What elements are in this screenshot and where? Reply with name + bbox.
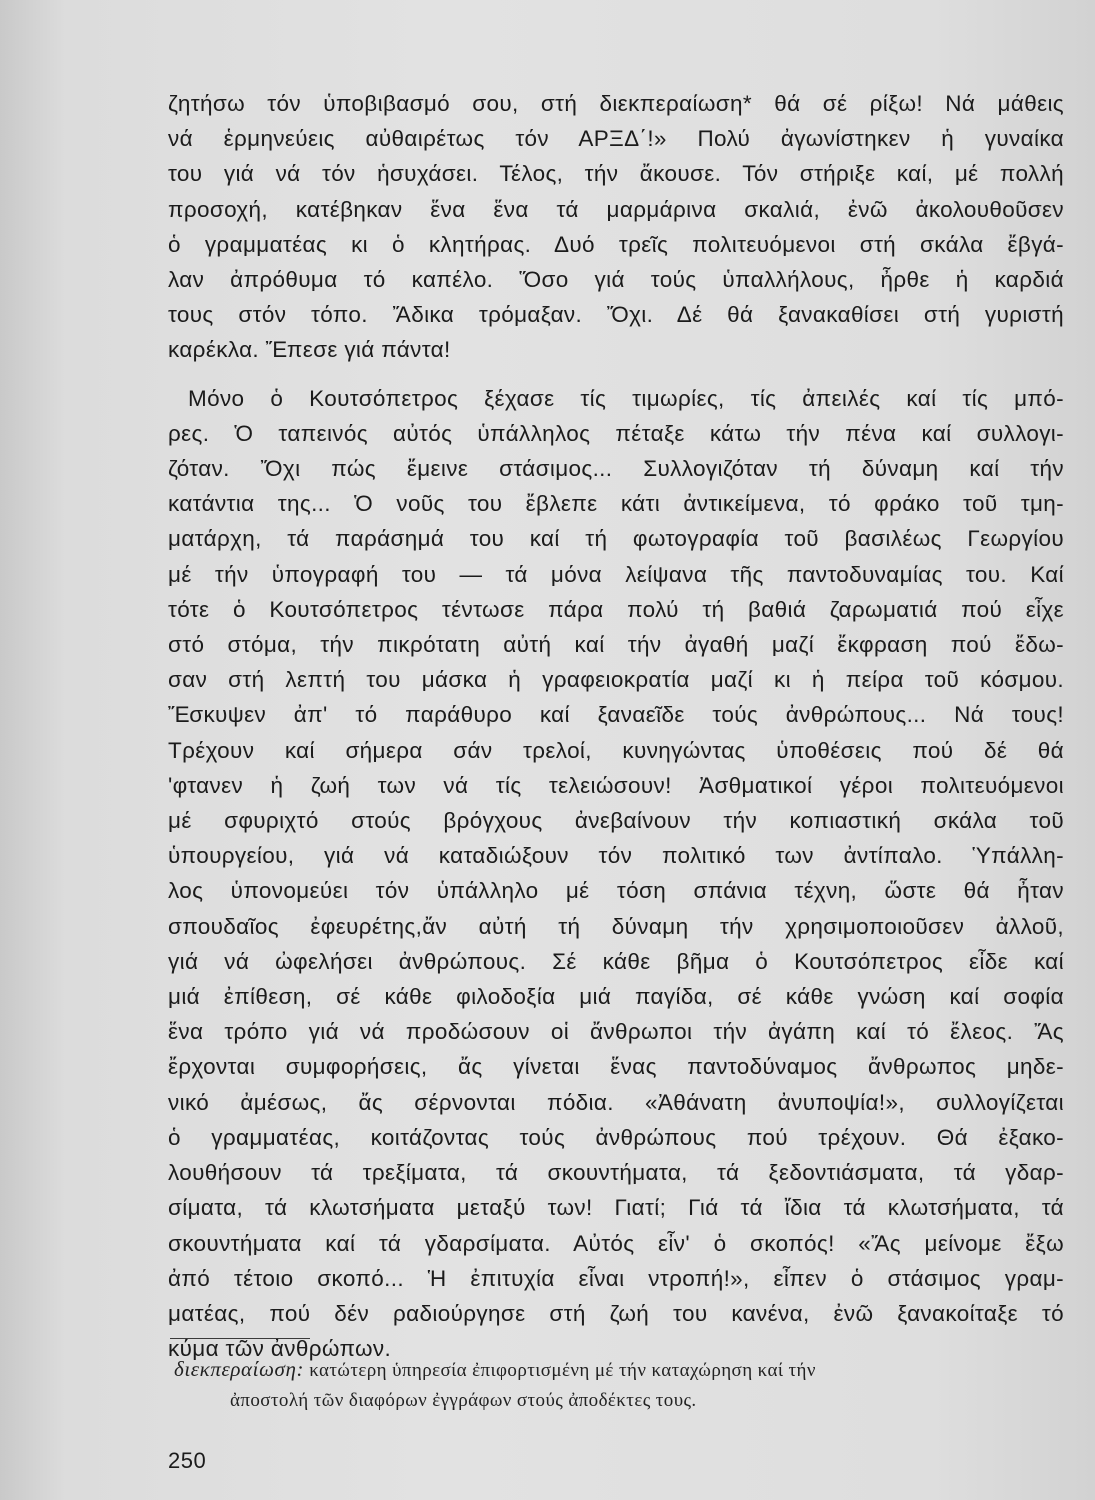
footnote [174, 1354, 1064, 1416]
footnote-text-line-2: ἀποστολή τῶν διαφόρων ἐγγράφων στούς ἀποδέκτες τους. [230, 1390, 697, 1411]
text-line: ματάρχη, τά παράσημά του καί τή φωτογραφία τοῦ βασιλέως Γεωργίου [168, 526, 1064, 552]
text-line: λαν ἀπρόθυμα τό καπέλο. Ὅσο γιά τούς ὑπαλλήλους, ἦρθε ἡ καρδιά [168, 267, 1064, 293]
text-line: καρέκλα. Ἔπεσε γιά πάντα! [168, 337, 451, 363]
text-line: ρες. Ὁ ταπεινός αὐτός ὑπάλληλος πέταξε κάτω τήν πένα καί συλλογι- [168, 420, 1064, 446]
text-line: μέ τήν ὑπογραφή του — τά μόνα λείψανα τῆς παντοδυναμίας του. Καί [168, 561, 1064, 587]
text-line: ὑπουργείου, γιά νά καταδιώξουν τόν πολιτικό των ἀντίπαλο. Ὑπάλλη- [168, 843, 1064, 869]
page-number: 250 [168, 1448, 207, 1473]
text-line: στό στόμα, τήν πικρότατη αὐτή καί τήν ἀγαθή μαζί ἔκφραση πού ἔδω- [168, 632, 1064, 658]
text-line: τότε ὁ Κουτσόπετρος τέντωσε πάρα πολύ τή βαθιά ζαρωματιά πού εἶχε [168, 596, 1064, 622]
text-line: ὁ γραμματέας, κοιτάζοντας τούς ἀνθρώπους πού τρέχουν. Θά ἐξακο- [168, 1124, 1064, 1150]
paragraph-1 [168, 86, 1064, 368]
text-line: κατάντια της... Ὁ νοῦς του ἔβλεπε κάτι ἀντικείμενα, τό φράκο τοῦ τμη- [168, 491, 1064, 517]
text-line: ἀπό τέτοιο σκοπό... Ἡ ἐπιτυχία εἶναι ντροπή!», εἶπεν ὁ στάσιμος γραμ- [168, 1265, 1064, 1291]
text-line: λουθήσουν τά τρεξίματα, τά σκουντήματα, τά ξεδοντιάσματα, τά γδαρ- [168, 1160, 1064, 1186]
text-line: μιά ἐπίθεση, σέ κάθε φιλοδοξία μιά παγίδα, σέ κάθε γνώση καί σοφία [168, 984, 1064, 1010]
body-text [168, 86, 1064, 1366]
text-line: του γιά νά τόν ἡσυχάσει. Τέλος, τήν ἄκουσε. Τόν στήριξε καί, μέ πολλή [168, 161, 1064, 187]
text-line: προσοχή, κατέβηκαν ἕνα ἕνα τά μαρμάρινα σκαλιά, ἐνῶ ἀκολουθοῦσεν [168, 196, 1064, 222]
text-line: ἕνα τρόπο γιά νά προδώσουν οἱ ἄνθρωποι τήν ἀγάπη καί τό ἔλεος. Ἄς [168, 1019, 1064, 1045]
text-line: νά ἑρμηνεύεις αὐθαιρέτως τόν ΑΡΞΔ΄!» Πολύ ἀγωνίστηκεν ἡ γυναίκα [168, 126, 1064, 152]
text-line: νικό ἀμέσως, ἄς σέρνονται πόδια. «Ἀθάνατη ἀνυποψία!», συλλογίζεται [168, 1089, 1064, 1115]
text-line: ζητήσω τόν ὑποβιβασμό σου, στή διεκπεραίωση* θά σέ ρίξω! Νά μάθεις [168, 91, 1064, 116]
text-line: σίματα, τά κλωτσήματα μεταξύ των! Γιατί; Γιά τά ἴδια τά κλωτσήματα, τά [168, 1195, 1064, 1221]
text-line: ἔρχονται συμφορήσεις, ἄς γίνεται ἕνας παντοδύναμος ἄνθρωπος μηδε- [168, 1054, 1064, 1080]
footnote-divider [170, 1338, 310, 1339]
text-line: 'φτανεν ἡ ζωή των νά τίς τελειώσουν! Ἀσθματικοί γέροι πολιτευόμενοι [168, 772, 1064, 798]
text-line: Μόνο ὁ Κουτσόπετρος ξέχασε τίς τιμωρίες, τίς ἀπειλές καί τίς μπό- [188, 385, 1064, 411]
text-line: Τρέχουν καί σήμερα σάν τρελοί, κυνηγώντας ὑποθέσεις πού δέ θά [168, 737, 1064, 763]
text-line: ὁ γραμματέας κι ὁ κλητήρας. Δυό τρεῖς πολιτευόμενοι στή σκάλα ἔβγά- [168, 231, 1064, 257]
footnote-term: διεκπεραίωση: [174, 1357, 305, 1381]
text-line: σπουδαῖος ἐφευρέτης,ἄν αὐτή τή δύναμη τήν χρησιμοποιοῦσεν ἀλλοῦ, [168, 913, 1064, 939]
text-line: μέ σφυριχτό στούς βρόγχους ἀνεβαίνουν τήν κοπιαστική σκάλα τοῦ [168, 808, 1064, 834]
text-line: Ἔσκυψεν ἀπ' τό παράθυρο καί ξαναεῖδε τούς ἀνθρώπους... Νά τους! [168, 702, 1064, 728]
text-line: γιά νά ὠφελήσει ἀνθρώπους. Σέ κάθε βῆμα ὁ Κουτσόπετρος εἶδε καί [168, 948, 1064, 974]
text-line: ματέας, πού δέν ραδιούργησε στή ζωή του κανένα, ἐνῶ ξανακοίταξε τό [168, 1300, 1064, 1326]
text-line: σαν στή λεπτή του μάσκα ἡ γραφειοκρατία μαζί κι ἡ πείρα τοῦ κόσμου. [168, 667, 1064, 693]
text-line: λος ὑπονομεύει τόν ὑπάλληλο μέ τόση σπάνια τέχνη, ὥστε θά ἦταν [168, 878, 1064, 904]
text-line: ζόταν. Ὄχι πώς ἔμεινε στάσιμος... Συλλογιζόταν τή δύναμη καί τήν [168, 456, 1064, 482]
footnote-text-line-1: κατώτερη ὑπηρεσία ἐπιφορτισμένη μέ τήν καταχώρηση καί τήν [309, 1360, 816, 1381]
paragraph-2 [168, 381, 1064, 1367]
text-line: κύμα τῶν ἀνθρώπων. [168, 1336, 392, 1362]
text-line: τους στόν τόπο. Ἄδικα τρόμαξαν. Ὄχι. Δέ θά ξανακαθίσει στή γυριστή [168, 302, 1064, 328]
text-line: σκουντήματα καί τά γδαρσίματα. Αὐτός εἶν' ὁ σκοπός! «Ἄς μείνομε ἔξω [168, 1230, 1064, 1256]
